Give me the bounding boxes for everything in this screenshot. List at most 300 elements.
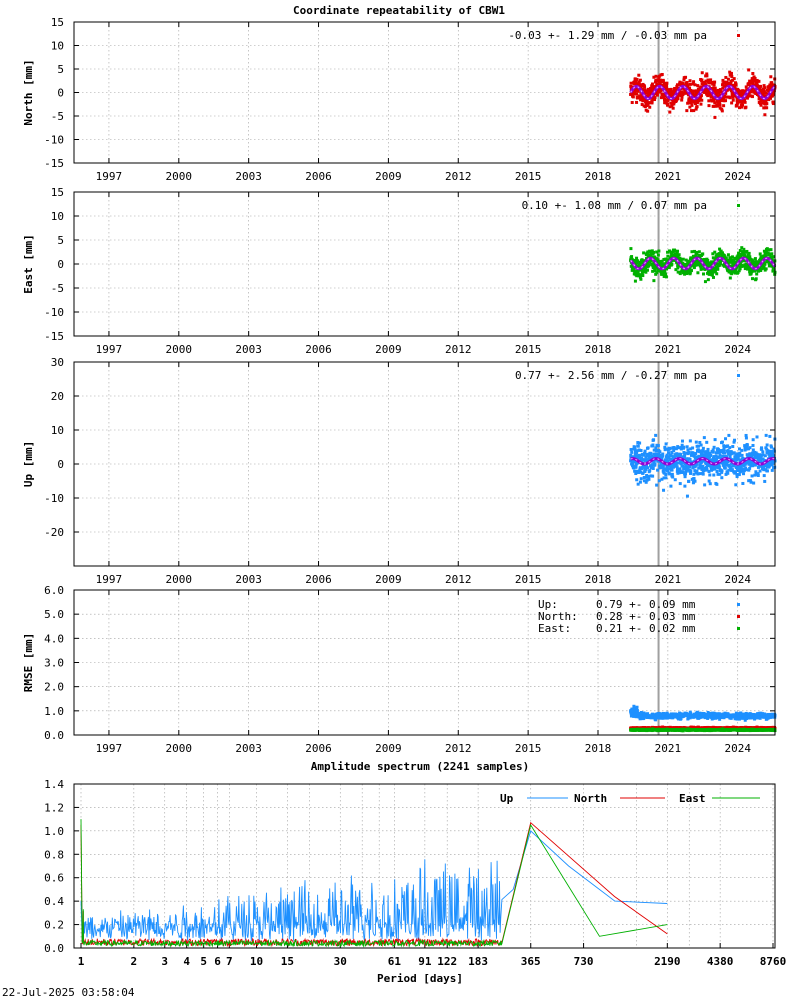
- data-point: [672, 107, 675, 110]
- data-point: [685, 109, 688, 112]
- data-point: [724, 467, 727, 470]
- stats-annotation: 0.77 +- 2.56 mm / -0.27 mm pa: [514, 369, 707, 382]
- y-axis-label: East [mm]: [22, 234, 35, 294]
- data-point: [751, 95, 754, 98]
- data-point: [763, 474, 766, 477]
- data-point: [740, 449, 743, 452]
- panel-east: [22, 186, 777, 356]
- data-point: [763, 263, 766, 266]
- data-point: [681, 440, 684, 443]
- x-tick-label: 2012: [445, 343, 472, 356]
- x-tick-label: 2003: [235, 170, 262, 183]
- data-point: [654, 446, 657, 449]
- x-tick-label: 2024: [724, 343, 751, 356]
- data-point-up: [636, 706, 639, 709]
- y-tick-label: 5: [57, 234, 64, 247]
- y-tick-label: 0: [57, 258, 64, 271]
- data-point: [702, 272, 705, 275]
- x-tick-label: 2018: [584, 170, 612, 183]
- data-point: [671, 469, 674, 472]
- data-point: [652, 279, 655, 282]
- data-point: [637, 74, 640, 77]
- data-point: [748, 446, 751, 449]
- data-point: [714, 438, 717, 441]
- data-point: [695, 441, 698, 444]
- y-tick-label: -5: [50, 110, 64, 123]
- data-point: [701, 71, 704, 74]
- y-tick-label: 3.0: [44, 656, 64, 670]
- data-point: [699, 103, 702, 106]
- data-point: [733, 439, 736, 442]
- data-point: [646, 269, 649, 272]
- data-point: [671, 476, 674, 479]
- data-point: [713, 251, 716, 254]
- data-point: [629, 247, 632, 250]
- data-point: [763, 480, 766, 483]
- y-tick-label: -5: [50, 282, 64, 295]
- data-point: [631, 101, 634, 104]
- data-point: [701, 252, 704, 255]
- data-point: [700, 444, 703, 447]
- data-point: [757, 474, 760, 477]
- data-point: [705, 441, 708, 444]
- data-point: [768, 464, 771, 467]
- data-point: [734, 483, 737, 486]
- y-axis-label: RMSE [mm]: [22, 632, 35, 693]
- data-point: [689, 458, 692, 461]
- stats-annotation: 0.10 +- 1.08 mm / 0.07 mm pa: [521, 199, 707, 212]
- data-point: [690, 104, 693, 107]
- data-point: [654, 462, 657, 465]
- data-point: [734, 470, 737, 473]
- x-tick-label: 1997: [95, 742, 123, 755]
- data-point: [637, 445, 640, 448]
- data-point: [686, 445, 689, 448]
- data-point: [647, 446, 650, 449]
- data-point: [761, 450, 764, 453]
- data-point: [640, 477, 643, 480]
- data-point: [692, 80, 695, 83]
- data-point: [745, 436, 748, 439]
- data-point: [769, 248, 772, 251]
- y-tick-label: 1.0: [44, 704, 64, 718]
- data-point: [635, 101, 638, 104]
- data-point: [654, 75, 657, 78]
- y-tick-label: 5: [57, 63, 64, 76]
- data-point: [727, 78, 730, 81]
- data-point: [695, 470, 698, 473]
- panel-north: [22, 16, 777, 183]
- data-point: [680, 99, 683, 102]
- data-point: [727, 449, 730, 452]
- data-point: [729, 276, 732, 279]
- x-tick-label: 2006: [305, 343, 332, 356]
- data-point: [755, 277, 758, 280]
- data-point: [752, 482, 755, 485]
- data-point: [696, 105, 699, 108]
- x-tick-label: 2024: [724, 170, 751, 183]
- data-point: [713, 83, 716, 86]
- data-point: [708, 480, 711, 483]
- data-point: [765, 434, 768, 437]
- y-tick-label: -15: [44, 157, 64, 170]
- data-points: [629, 434, 776, 498]
- data-point: [654, 434, 657, 437]
- data-point: [652, 251, 655, 254]
- x-tick-label: 2000: [165, 573, 193, 586]
- y-tick-label: 6.0: [44, 584, 64, 597]
- data-point: [721, 441, 724, 444]
- x-tick-label: 2015: [514, 170, 542, 183]
- data-point: [691, 451, 694, 454]
- data-point: [652, 467, 655, 470]
- data-point: [682, 446, 685, 449]
- data-point: [751, 277, 754, 280]
- data-point: [747, 68, 750, 71]
- data-point: [733, 77, 736, 80]
- x-tick-label: 2015: [514, 742, 542, 755]
- data-point: [689, 470, 692, 473]
- data-point: [718, 454, 721, 457]
- data-point: [741, 104, 744, 107]
- data-point: [759, 470, 762, 473]
- data-point: [730, 101, 733, 104]
- data-point: [772, 255, 775, 258]
- data-point: [755, 273, 758, 276]
- data-point: [711, 273, 714, 276]
- x-tick-label: 2018: [584, 742, 612, 755]
- data-point: [691, 446, 694, 449]
- data-point: [754, 257, 757, 260]
- data-point: [731, 255, 734, 258]
- data-point: [657, 444, 660, 447]
- data-point: [696, 271, 699, 274]
- data-point: [679, 482, 682, 485]
- y-tick-label: -15: [44, 330, 64, 343]
- data-point: [647, 478, 650, 481]
- data-point: [635, 257, 638, 260]
- data-point: [752, 438, 755, 441]
- data-point: [676, 266, 679, 269]
- data-point: [766, 443, 769, 446]
- data-point: [655, 484, 658, 487]
- data-point: [764, 92, 767, 95]
- data-point: [649, 452, 652, 455]
- data-point: [713, 446, 716, 449]
- data-point: [770, 252, 773, 255]
- data-point: [639, 481, 642, 484]
- data-point: [700, 99, 703, 102]
- data-point: [636, 78, 639, 81]
- y-axis-label: North [mm]: [22, 59, 35, 126]
- data-point: [744, 106, 747, 109]
- data-point: [665, 275, 668, 278]
- y-tick-label: 10: [50, 210, 64, 223]
- data-point: [732, 96, 735, 99]
- data-point: [769, 75, 772, 78]
- data-point: [635, 93, 638, 96]
- data-point: [683, 485, 686, 488]
- data-point: [751, 444, 754, 447]
- data-point: [648, 101, 651, 104]
- x-tick-label: 2015: [514, 573, 542, 586]
- y-tick-label: 15: [50, 16, 64, 29]
- data-point: [640, 449, 643, 452]
- data-point: [771, 469, 774, 472]
- data-point: [682, 258, 685, 261]
- data-point: [671, 473, 674, 476]
- x-tick-label: 2003: [235, 343, 262, 356]
- data-point: [728, 446, 731, 449]
- data-point: [709, 482, 712, 485]
- y-tick-label: -10: [44, 306, 64, 319]
- data-point: [665, 82, 668, 85]
- legend-marker: [737, 374, 740, 377]
- data-point: [730, 72, 733, 75]
- data-point: [756, 435, 759, 438]
- data-point: [678, 253, 681, 256]
- data-point: [648, 106, 651, 109]
- x-tick-label: 2012: [445, 573, 472, 586]
- panels: [22, 16, 786, 985]
- data-point: [738, 473, 741, 476]
- data-point: [744, 101, 747, 104]
- data-point: [686, 495, 689, 498]
- data-point: [668, 111, 671, 114]
- data-point: [664, 476, 667, 479]
- y-tick-label: 4.0: [44, 632, 64, 646]
- data-point: [662, 489, 665, 492]
- data-point: [765, 102, 768, 105]
- x-tick-label: 2021: [654, 343, 682, 356]
- data-point: [713, 116, 716, 119]
- x-tick-label: 1997: [95, 343, 123, 356]
- y-tick-label: 2.0: [44, 680, 64, 694]
- legend-marker: [737, 204, 740, 207]
- y-tick-label: 0: [57, 458, 64, 471]
- y-axis-label: Up [mm]: [22, 440, 35, 488]
- data-point: [708, 473, 711, 476]
- data-point: [679, 272, 682, 275]
- data-point: [746, 444, 749, 447]
- data-point: [770, 446, 773, 449]
- data-point: [689, 79, 692, 82]
- data-point: [689, 83, 692, 86]
- x-tick-label: 2024: [724, 573, 751, 586]
- data-points: [629, 705, 776, 733]
- y-tick-label: 15: [50, 186, 64, 199]
- data-point: [741, 454, 744, 457]
- data-point: [719, 104, 722, 107]
- data-point: [664, 448, 667, 451]
- data-point: [727, 253, 730, 256]
- data-point: [690, 269, 693, 272]
- data-point: [684, 76, 687, 79]
- data-point: [641, 274, 644, 277]
- data-point: [630, 451, 633, 454]
- data-point: [687, 480, 690, 483]
- data-point: [721, 109, 724, 112]
- x-tick-label: 2012: [445, 742, 472, 755]
- data-point: [687, 451, 690, 454]
- data-point: [707, 278, 710, 281]
- data-point: [704, 280, 707, 283]
- x-tick-label: 2003: [235, 573, 262, 586]
- data-point: [647, 264, 650, 267]
- data-point: [759, 85, 762, 88]
- data-point: [759, 252, 762, 255]
- data-point: [702, 473, 705, 476]
- data-point: [684, 475, 687, 478]
- y-tick-label: 5.0: [44, 608, 64, 622]
- y-tick-label: 0.0: [44, 729, 64, 742]
- data-point: [694, 480, 697, 483]
- data-point: [698, 250, 701, 253]
- x-tick-label: 2000: [165, 170, 193, 183]
- data-point: [630, 448, 633, 451]
- y-tick-label: 20: [50, 390, 64, 403]
- data-point: [651, 444, 654, 447]
- data-point: [699, 472, 702, 475]
- data-point: [642, 251, 645, 254]
- data-point: [658, 450, 661, 453]
- x-tick-label: 2006: [305, 170, 332, 183]
- data-point: [682, 451, 685, 454]
- data-point: [656, 94, 659, 97]
- data-point: [724, 99, 727, 102]
- data-point: [697, 445, 700, 448]
- data-point: [742, 248, 745, 251]
- x-tick-label: 2009: [375, 343, 402, 356]
- data-point: [764, 454, 767, 457]
- data-point: [735, 83, 738, 86]
- data-point: [694, 452, 697, 455]
- data-point: [696, 84, 699, 87]
- data-point: [643, 86, 646, 89]
- data-point: [726, 472, 729, 475]
- data-point: [763, 113, 766, 116]
- data-point: [648, 469, 651, 472]
- data-point: [676, 465, 679, 468]
- data-point: [724, 437, 727, 440]
- x-tick-label: 2015: [514, 343, 542, 356]
- x-tick-label: 2024: [724, 742, 751, 755]
- data-point: [674, 478, 677, 481]
- data-point: [693, 477, 696, 480]
- data-point: [634, 280, 637, 283]
- y-tick-label: 30: [50, 356, 64, 369]
- data-point: [731, 445, 734, 448]
- y-tick-label: -10: [44, 133, 64, 147]
- data-point: [727, 434, 730, 437]
- data-point: [715, 272, 718, 275]
- data-point: [630, 82, 633, 85]
- data-point: [639, 278, 642, 281]
- data-point: [750, 481, 753, 484]
- x-tick-label: 1997: [95, 573, 123, 586]
- x-tick-label: 2009: [375, 573, 402, 586]
- data-point: [705, 74, 708, 77]
- data-point: [765, 106, 768, 109]
- data-point: [694, 83, 697, 86]
- data-point: [698, 441, 701, 444]
- figure-title: Coordinate repeatability of CBW1: [293, 4, 505, 17]
- data-point: [661, 453, 664, 456]
- x-tick-label: 2003: [235, 742, 262, 755]
- x-tick-label: 2000: [165, 343, 193, 356]
- data-point: [657, 254, 660, 257]
- y-tick-label: -10: [44, 492, 64, 505]
- data-point: [709, 454, 712, 457]
- panel-up: [22, 356, 777, 586]
- x-tick-label: 2018: [584, 343, 612, 356]
- data-point: [681, 96, 684, 99]
- data-point: [760, 448, 763, 451]
- data-point: [715, 483, 718, 486]
- x-tick-label: 2012: [445, 170, 472, 183]
- x-tick-label: 2021: [654, 573, 682, 586]
- data-point: [716, 268, 719, 271]
- data-point: [703, 483, 706, 486]
- data-point: [686, 448, 689, 451]
- data-point: [635, 452, 638, 455]
- legend-marker: [737, 34, 740, 37]
- data-point: [766, 469, 769, 472]
- x-tick-label: 2000: [165, 742, 193, 755]
- data-point: [712, 276, 715, 279]
- data-point: [751, 474, 754, 477]
- data-point: [732, 99, 735, 102]
- data-point: [745, 468, 748, 471]
- data-point: [639, 79, 642, 82]
- data-point: [689, 439, 692, 442]
- data-point: [664, 473, 667, 476]
- data-point: [765, 267, 768, 270]
- data-point: [646, 466, 649, 469]
- data-point: [713, 81, 716, 84]
- data-point: [724, 76, 727, 79]
- data-point: [768, 435, 771, 438]
- data-point: [707, 448, 710, 451]
- data-point-up: [636, 709, 639, 712]
- data-point: [638, 442, 641, 445]
- data-points: [629, 68, 776, 118]
- x-tick-label: 2009: [375, 742, 402, 755]
- data-point: [712, 451, 715, 454]
- data-point: [772, 102, 775, 105]
- y-tick-label: -20: [44, 526, 64, 539]
- x-tick-label: 1997: [95, 170, 123, 183]
- data-point: [720, 469, 723, 472]
- data-point: [670, 263, 673, 266]
- y-tick-label: 10: [50, 424, 64, 437]
- x-tick-label: 2021: [654, 170, 682, 183]
- data-point: [703, 436, 706, 439]
- y-tick-label: 0: [57, 86, 64, 100]
- data-point: [707, 470, 710, 473]
- data-point: [646, 110, 649, 113]
- data-point: [700, 79, 703, 82]
- data-point: [657, 250, 660, 253]
- data-point: [652, 438, 655, 441]
- data-point: [676, 250, 679, 253]
- data-point: [635, 478, 638, 481]
- data-point: [651, 475, 654, 478]
- x-tick-label: 2018: [584, 573, 612, 586]
- y-tick-label: 10: [50, 39, 64, 53]
- data-point: [751, 72, 754, 75]
- x-tick-label: 2006: [305, 573, 332, 586]
